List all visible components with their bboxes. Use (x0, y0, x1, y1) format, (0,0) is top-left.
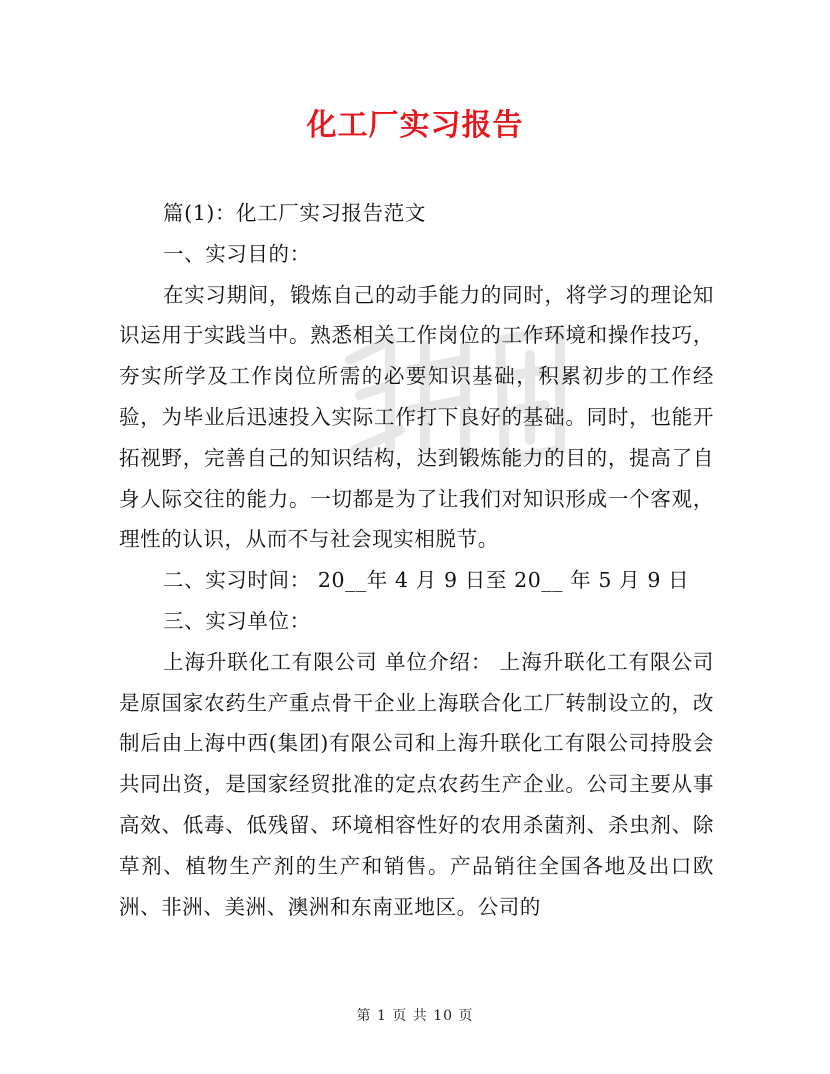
body-paragraph: 在实习期间，锻炼自己的动手能力的同时，将学习的理论知识运用于实践当中。熟悉相关工作岗位的工作环境和操作技巧，夯实所学及工作岗位所需的必要知识基础，积累初步的工作经验，为毕业后迅速投入实际工作打下良好的基础。同时，也能开拓视野，完善自己的知识结构，达到锻炼能力的目的，提高了自身人际交往的能力。一切都是为了让我们对知识形成一个客观，理性的认识，从而不与社会现实相脱节。 (119, 282, 714, 552)
body-paragraph: 上海升联化工有限公司 单位介绍： 上海升联化工有限公司是原国家农药生产重点骨干企业上海联合化工厂转制设立的，改制后由上海中西(集团)有限公司和上海升联化工有限公司持股会共同出资，是国家经贸批准的定点农药生产企业。公司主要从事高效、低毒、低残留、环境相容性好的农用杀菌剂、杀虫剂、除草剂、植物生产剂的生产和销售。产品销往全国各地及出口欧洲、非洲、美洲、澳洲和东南亚地区。公司的 (119, 649, 714, 919)
document-body (119, 193, 714, 927)
section-heading: 一、实习目的： (163, 241, 311, 266)
section-heading: 二、实习时间： 20__年 4 月 9 日至 20__ 年 5 月 9 日 (163, 568, 690, 593)
document-title: 化工厂实习报告 (306, 108, 524, 143)
page-footer: 第 1 页 共 10 页 (356, 1008, 474, 1024)
section-heading: 三、实习单位： (163, 608, 311, 633)
section-heading: 篇(1)：化工厂实习报告范文 (163, 201, 426, 225)
